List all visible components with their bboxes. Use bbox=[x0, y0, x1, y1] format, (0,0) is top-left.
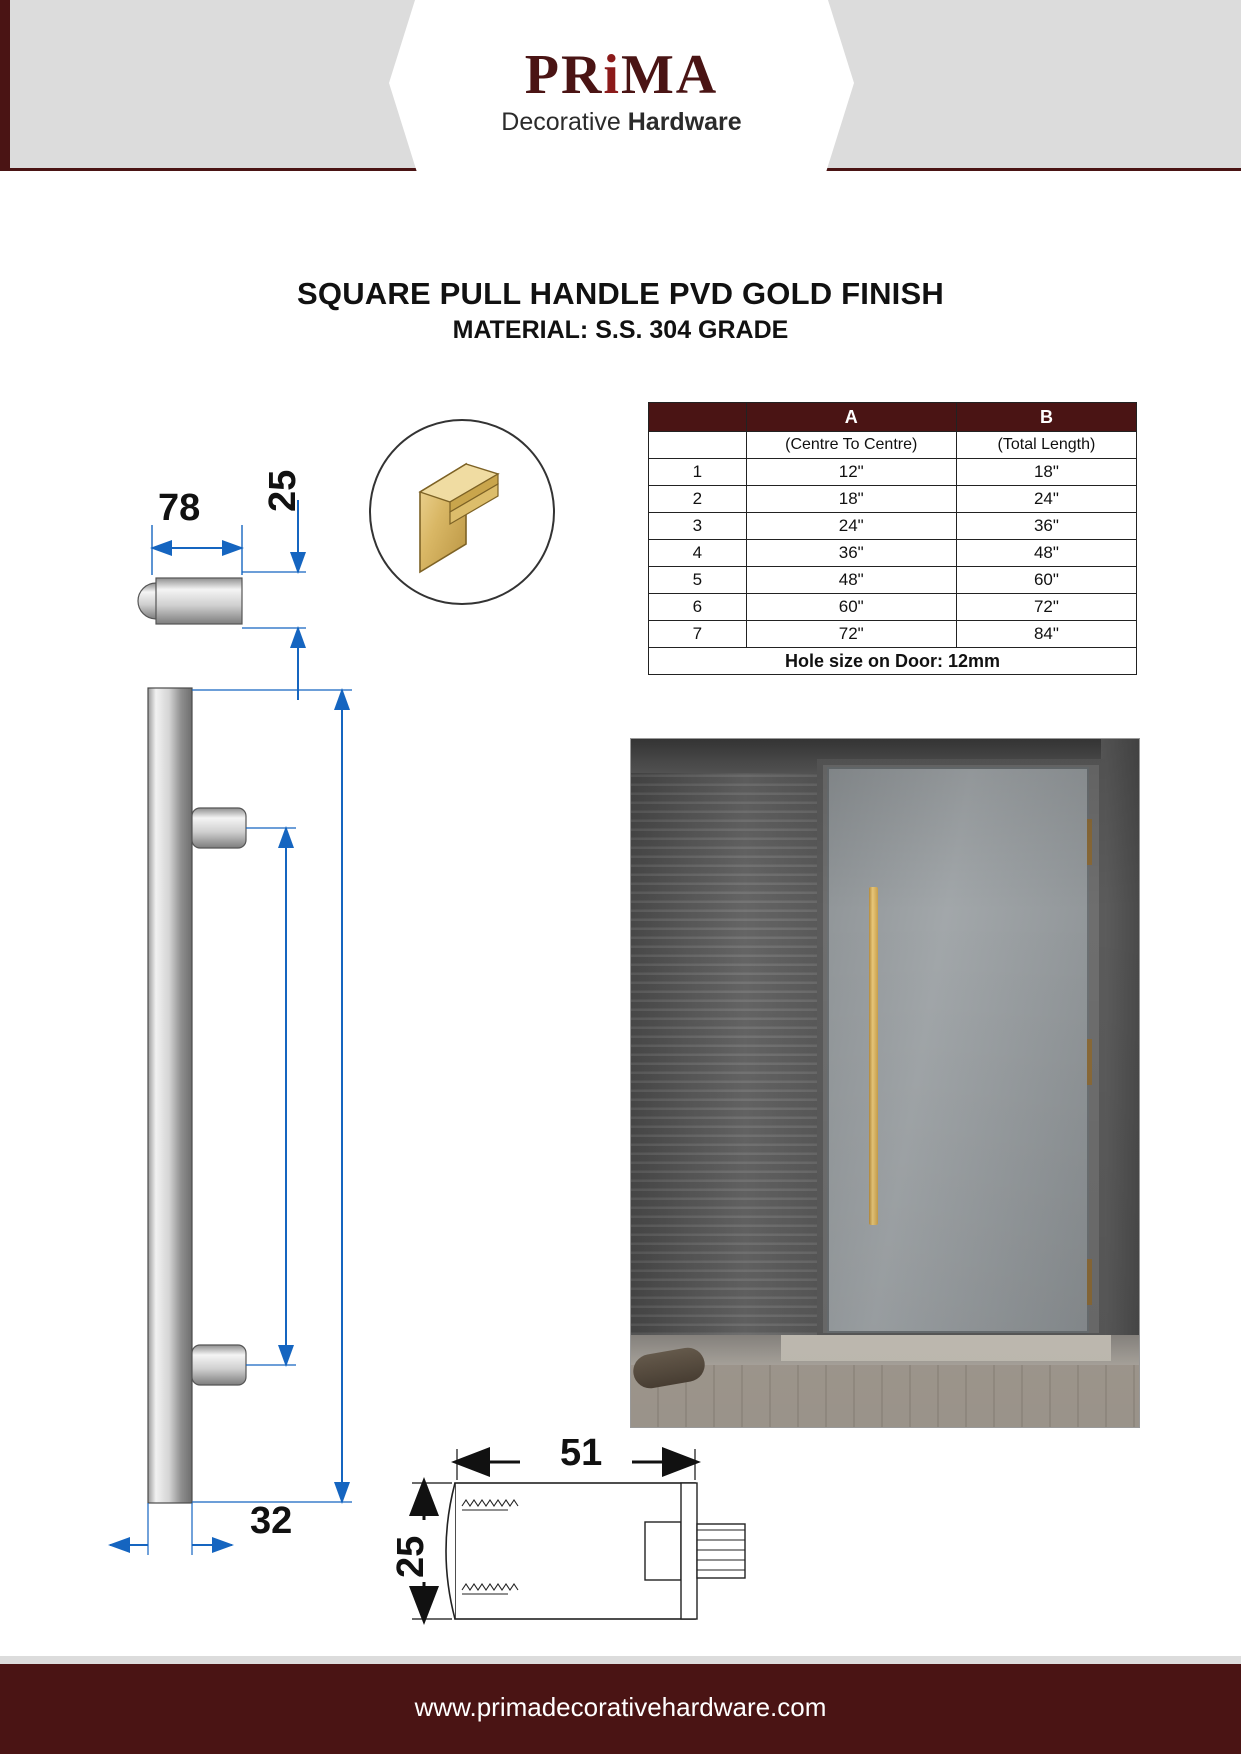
table-row bbox=[649, 567, 1137, 594]
row-a: 24" bbox=[746, 513, 956, 540]
table-header-index bbox=[649, 403, 747, 432]
row-a: 60" bbox=[746, 594, 956, 621]
brand-tagline-light: Decorative bbox=[501, 108, 628, 136]
photo-hinge-bottom bbox=[1087, 1259, 1092, 1305]
photo-hinge-middle bbox=[1087, 1039, 1092, 1085]
row-index: 6 bbox=[649, 594, 747, 621]
page-header bbox=[0, 0, 1241, 182]
photo-wall-right bbox=[1101, 739, 1139, 1427]
photo-hinge-top bbox=[1087, 819, 1092, 865]
dim-label-51: 51 bbox=[560, 1432, 603, 1474]
dim-label-78: 78 bbox=[158, 487, 201, 529]
brand-logo bbox=[389, 46, 854, 137]
brand-tagline bbox=[389, 108, 854, 137]
table-header-row bbox=[649, 403, 1137, 432]
row-a: 48" bbox=[746, 567, 956, 594]
table-row bbox=[649, 513, 1137, 540]
size-spec-table bbox=[648, 402, 1137, 675]
photo-door-panel bbox=[827, 767, 1089, 1333]
table-row bbox=[649, 621, 1137, 648]
table-header-a: A bbox=[746, 403, 956, 432]
page-title: SQUARE PULL HANDLE PVD GOLD FINISH bbox=[297, 276, 944, 311]
table-row bbox=[649, 486, 1137, 513]
brand-tagline-bold: Hardware bbox=[627, 108, 742, 136]
table-subheader-b: (Total Length) bbox=[956, 432, 1136, 459]
row-index: 3 bbox=[649, 513, 747, 540]
row-a: 36" bbox=[746, 540, 956, 567]
photo-threshold-step bbox=[781, 1335, 1111, 1361]
table-row bbox=[649, 540, 1137, 567]
row-b: 36" bbox=[956, 513, 1136, 540]
table-head bbox=[649, 403, 1137, 432]
dim-label-25-top: 25 bbox=[262, 469, 304, 512]
photo-wall-texture bbox=[631, 769, 821, 1389]
dim-label-32: 32 bbox=[250, 1500, 293, 1542]
website-url[interactable]: www.primadecorativehardware.com bbox=[414, 1692, 827, 1722]
photo-gold-pull-handle bbox=[869, 887, 878, 1225]
product-photo bbox=[630, 738, 1140, 1428]
row-b: 84" bbox=[956, 621, 1136, 648]
table-note-row bbox=[649, 648, 1137, 675]
footer-divider bbox=[0, 1656, 1241, 1664]
row-b: 18" bbox=[956, 459, 1136, 486]
row-a: 72" bbox=[746, 621, 956, 648]
table-subheader-a: (Centre To Centre) bbox=[746, 432, 956, 459]
photo-paving bbox=[631, 1365, 1139, 1427]
main-handle-elevation bbox=[110, 688, 352, 1555]
row-b: 24" bbox=[956, 486, 1136, 513]
dim-label-25-base: 25 bbox=[390, 1535, 432, 1578]
header-left-accent-bar bbox=[0, 0, 10, 171]
row-index: 1 bbox=[649, 459, 747, 486]
row-b: 48" bbox=[956, 540, 1136, 567]
row-index: 7 bbox=[649, 621, 747, 648]
row-index: 4 bbox=[649, 540, 747, 567]
row-index: 5 bbox=[649, 567, 747, 594]
page-subtitle: MATERIAL: S.S. 304 GRADE bbox=[452, 316, 789, 344]
table-subheader-row bbox=[649, 432, 1137, 459]
brand-name: PRiMA bbox=[524, 44, 719, 106]
profile-detail-circle bbox=[370, 420, 554, 604]
hole-size-note: Hole size on Door: 12mm bbox=[649, 648, 1137, 675]
row-b: 72" bbox=[956, 594, 1136, 621]
table-row bbox=[649, 594, 1137, 621]
table-body bbox=[649, 432, 1137, 675]
row-a: 18" bbox=[746, 486, 956, 513]
table-subheader-index bbox=[649, 432, 747, 459]
row-index: 2 bbox=[649, 486, 747, 513]
table-row bbox=[649, 459, 1137, 486]
row-a: 12" bbox=[746, 459, 956, 486]
top-side-view bbox=[138, 500, 306, 700]
table-header-b: B bbox=[956, 403, 1136, 432]
row-b: 60" bbox=[956, 567, 1136, 594]
